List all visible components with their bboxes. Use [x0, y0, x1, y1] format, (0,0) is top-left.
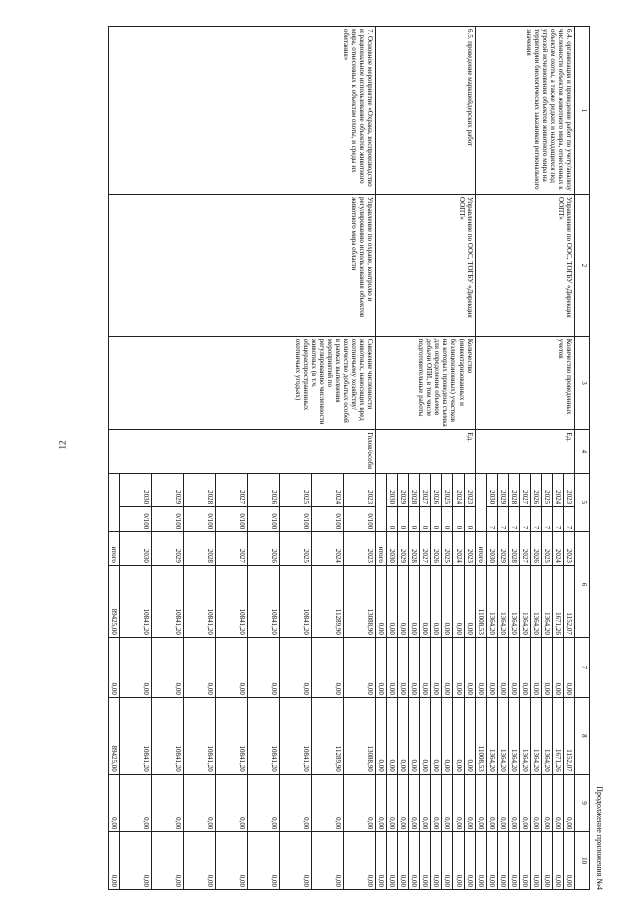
unit-of-measure: Ед.	[475, 430, 574, 473]
federal-budget: 0,00	[184, 637, 216, 697]
header-cell: 1	[575, 27, 590, 195]
header-cell: 4	[575, 430, 590, 473]
finance-total: 0,00	[387, 565, 398, 637]
finance-total: 1671,26	[552, 565, 563, 637]
indicator-year: 2029	[152, 473, 184, 507]
total-label: итого	[109, 532, 120, 566]
total-spacer	[109, 473, 120, 532]
header-cell: 7	[575, 637, 590, 697]
regional-budget: 10841,20	[152, 697, 184, 774]
table-row	[344, 27, 376, 890]
unit-of-measure: Ед.	[376, 430, 475, 473]
header-cell: 8	[575, 697, 590, 774]
other-sources: 0,00	[464, 832, 475, 890]
local-budget: 0,00	[486, 774, 497, 832]
local-budget: 0,00	[541, 774, 552, 832]
federal-budget: 0,00	[398, 637, 409, 697]
total-regional: 11008,53	[475, 697, 486, 774]
finance-total: 1364,20	[508, 565, 519, 637]
indicator-value: 7	[497, 507, 508, 532]
indicator-value: 0	[464, 507, 475, 532]
other-sources: 0,00	[563, 832, 574, 890]
regional-budget: 1364,20	[508, 697, 519, 774]
indicator-value: 0	[431, 507, 442, 532]
local-budget: 0,00	[248, 774, 280, 832]
finance-year: 2026	[530, 532, 541, 566]
indicator-value: 0/100	[312, 507, 344, 532]
regional-budget: 1364,20	[486, 697, 497, 774]
total-sum: 0,00	[376, 565, 387, 637]
federal-budget: 0,00	[552, 637, 563, 697]
indicator-value: 0/100	[152, 507, 184, 532]
finance-total: 0,00	[442, 565, 453, 637]
finance-year: 2025	[280, 532, 312, 566]
regional-budget: 0,00	[387, 697, 398, 774]
finance-year: 2025	[442, 532, 453, 566]
other-sources: 0,00	[530, 832, 541, 890]
finance-total: 10841,20	[216, 565, 248, 637]
local-budget: 0,00	[387, 774, 398, 832]
finance-year: 2029	[398, 532, 409, 566]
indicator-year: 2027	[420, 473, 431, 507]
indicator-year: 2023	[464, 473, 475, 507]
table-body	[109, 27, 575, 890]
finance-year: 2023	[464, 532, 475, 566]
measure-name: 7. Основное мероприятие «Охрана, воспроизводство и рациональное использование объектов животного мира, отнесенных к объектам охоты, и среды их обитания»	[109, 27, 376, 195]
other-sources: 0,00	[420, 832, 431, 890]
table-row	[464, 27, 475, 890]
federal-budget: 0,00	[442, 637, 453, 697]
finance-year: 2026	[431, 532, 442, 566]
local-budget: 0,00	[152, 774, 184, 832]
other-sources: 0,00	[497, 832, 508, 890]
finance-total: 1364,20	[486, 565, 497, 637]
local-budget: 0,00	[120, 774, 152, 832]
federal-budget: 0,00	[541, 637, 552, 697]
header-cell: 2	[575, 195, 590, 337]
finance-total: 0,00	[398, 565, 409, 637]
regional-budget: 0,00	[431, 697, 442, 774]
local-budget: 0,00	[530, 774, 541, 832]
indicator-year: 2023	[563, 473, 574, 507]
local-budget: 0,00	[216, 774, 248, 832]
federal-budget: 0,00	[497, 637, 508, 697]
regional-budget: 0,00	[420, 697, 431, 774]
header-row	[575, 27, 590, 890]
finance-year: 2030	[387, 532, 398, 566]
finance-total: 0,00	[431, 565, 442, 637]
local-budget: 0,00	[280, 774, 312, 832]
indicator-year: 2028	[409, 473, 420, 507]
responsible-executor: Управление по ООС, ТОГБУ «Дирекция ООПТ»	[475, 195, 574, 337]
finance-year: 2028	[184, 532, 216, 566]
finance-total: 10841,20	[280, 565, 312, 637]
local-budget: 0,00	[552, 774, 563, 832]
other-sources: 0,00	[552, 832, 563, 890]
total-local: 0,00	[109, 774, 120, 832]
indicator-year: 2023	[344, 473, 376, 507]
indicator-year: 2026	[248, 473, 280, 507]
other-sources: 0,00	[248, 832, 280, 890]
other-sources: 0,00	[508, 832, 519, 890]
federal-budget: 0,00	[409, 637, 420, 697]
federal-budget: 0,00	[387, 637, 398, 697]
local-budget: 0,00	[464, 774, 475, 832]
federal-budget: 0,00	[420, 637, 431, 697]
regional-budget: 0,00	[409, 697, 420, 774]
federal-budget: 0,00	[464, 637, 475, 697]
local-budget: 0,00	[453, 774, 464, 832]
finance-year: 2024	[453, 532, 464, 566]
federal-budget: 0,00	[344, 637, 376, 697]
regional-budget: 0,00	[464, 697, 475, 774]
page-number: 12	[57, 440, 68, 450]
indicator-year: 2025	[541, 473, 552, 507]
indicator-value: 0/100	[184, 507, 216, 532]
finance-year: 2024	[312, 532, 344, 566]
indicator-year: 2026	[530, 473, 541, 507]
finance-total: 1364,20	[530, 565, 541, 637]
regional-budget: 11289,90	[312, 697, 344, 774]
indicator-year: 2024	[453, 473, 464, 507]
finance-total: 0,00	[420, 565, 431, 637]
regional-budget: 10841,20	[216, 697, 248, 774]
local-budget: 0,00	[508, 774, 519, 832]
other-sources: 0,00	[541, 832, 552, 890]
indicator-year: 2030	[387, 473, 398, 507]
indicator-year: 2030	[120, 473, 152, 507]
unit-of-measure: Голов/особи	[109, 430, 376, 473]
indicator-year: 2025	[442, 473, 453, 507]
regional-budget: 0,00	[442, 697, 453, 774]
other-sources: 0,00	[453, 832, 464, 890]
finance-total: 1364,20	[497, 565, 508, 637]
finance-total: 1152,07	[563, 565, 574, 637]
indicator-year: 2029	[398, 473, 409, 507]
finance-total: 10841,20	[120, 565, 152, 637]
regional-budget: 1364,20	[530, 697, 541, 774]
regional-budget: 10841,20	[248, 697, 280, 774]
federal-budget: 0,00	[486, 637, 497, 697]
finance-total: 0,00	[453, 565, 464, 637]
finance-year: 2025	[541, 532, 552, 566]
total-local: 0,00	[475, 774, 486, 832]
indicator-name: Количество (инвентаризованных и безлицензионных) участков на которых проведена съемка для определения объемов добычи ОПИ, в том числе подготовительные работы	[376, 336, 475, 430]
finance-total: 10841,20	[184, 565, 216, 637]
regional-budget: 10841,20	[280, 697, 312, 774]
measure-name: 6.4. организация и проведение работ по учету/анализу численности объектов животного мира, отнесенных к объектам охоты, а также редких и находящихся под угрозой исчезновения объектов животного мира на территории биологических заказников регионального значения	[475, 27, 574, 195]
regional-budget: 10841,20	[120, 697, 152, 774]
finance-year: 2028	[409, 532, 420, 566]
indicator-value: 0	[442, 507, 453, 532]
regional-budget: 0,00	[453, 697, 464, 774]
indicator-year: 2024	[552, 473, 563, 507]
other-sources: 0,00	[312, 832, 344, 890]
indicator-value: 0	[409, 507, 420, 532]
finance-year: 2026	[248, 532, 280, 566]
indicator-value: 7	[486, 507, 497, 532]
indicator-year: 2024	[312, 473, 344, 507]
finance-total: 0,00	[464, 565, 475, 637]
indicator-value: 7	[563, 507, 574, 532]
indicator-year: 2027	[216, 473, 248, 507]
finance-year: 2024	[552, 532, 563, 566]
total-regional: 89425,00	[109, 697, 120, 774]
federal-budget: 0,00	[152, 637, 184, 697]
federal-budget: 0,00	[120, 637, 152, 697]
indicator-year: 2026	[431, 473, 442, 507]
indicator-value: 7	[530, 507, 541, 532]
other-sources: 0,00	[431, 832, 442, 890]
regional-budget: 13088,90	[344, 697, 376, 774]
finance-total: 11289,90	[312, 565, 344, 637]
indicator-value: 0	[420, 507, 431, 532]
regional-budget: 1364,20	[519, 697, 530, 774]
indicator-year: 2025	[280, 473, 312, 507]
total-regional: 0,00	[376, 697, 387, 774]
other-sources: 0,00	[184, 832, 216, 890]
other-sources: 0,00	[398, 832, 409, 890]
other-sources: 0,00	[152, 832, 184, 890]
finance-year: 2029	[152, 532, 184, 566]
other-sources: 0,00	[442, 832, 453, 890]
other-sources: 0,00	[344, 832, 376, 890]
finance-total: 1364,20	[519, 565, 530, 637]
local-budget: 0,00	[409, 774, 420, 832]
total-federal: 0,00	[109, 637, 120, 697]
finance-year: 2023	[563, 532, 574, 566]
measure-name: 6.5. проведение маркшейдерских работ	[376, 27, 475, 195]
federal-budget: 0,00	[563, 637, 574, 697]
local-budget: 0,00	[563, 774, 574, 832]
responsible-executor: Управление по охране, контролю и регулированию использования объектов животного мира области	[109, 195, 376, 337]
regional-budget: 10841,20	[184, 697, 216, 774]
indicator-year: 2029	[497, 473, 508, 507]
federal-budget: 0,00	[508, 637, 519, 697]
indicator-value: 0/100	[280, 507, 312, 532]
indicator-value: 0	[453, 507, 464, 532]
total-label: итого	[376, 532, 387, 566]
indicator-year: 2028	[184, 473, 216, 507]
indicator-value: 7	[541, 507, 552, 532]
finance-total: 10841,20	[248, 565, 280, 637]
other-sources: 0,00	[387, 832, 398, 890]
total-other: 0,00	[475, 832, 486, 890]
local-budget: 0,00	[431, 774, 442, 832]
total-sum: 89425,00	[109, 565, 120, 637]
finance-year: 2029	[497, 532, 508, 566]
total-federal: 0,00	[376, 637, 387, 697]
finance-year: 2030	[486, 532, 497, 566]
finance-year: 2030	[120, 532, 152, 566]
federal-budget: 0,00	[530, 637, 541, 697]
indicator-value: 0/100	[344, 507, 376, 532]
indicator-year: 2028	[508, 473, 519, 507]
finance-year: 2028	[508, 532, 519, 566]
local-budget: 0,00	[398, 774, 409, 832]
total-other: 0,00	[376, 832, 387, 890]
federal-budget: 0,00	[248, 637, 280, 697]
federal-budget: 0,00	[519, 637, 530, 697]
table-row	[563, 27, 574, 890]
other-sources: 0,00	[280, 832, 312, 890]
indicator-name: Снижение численности животных, наносящих вред охотничьему хозяйству/количество добытых особей в рамках выполнения мероприятий по регулированию численности животных (в т.ч. общераспространенных охотничьих угодьях)	[109, 336, 376, 430]
header-cell: 6	[575, 532, 590, 638]
indicator-year: 2030	[486, 473, 497, 507]
indicator-year: 2027	[519, 473, 530, 507]
finance-total: 0,00	[409, 565, 420, 637]
indicator-name: Количество проведенных учетов	[475, 336, 574, 430]
continuation-note: Продолжение приложения №4	[595, 786, 604, 890]
header-cell: 10	[575, 832, 590, 890]
local-budget: 0,00	[497, 774, 508, 832]
total-local: 0,00	[376, 774, 387, 832]
indicator-value: 0	[398, 507, 409, 532]
other-sources: 0,00	[120, 832, 152, 890]
local-budget: 0,00	[312, 774, 344, 832]
finance-total: 1364,20	[541, 565, 552, 637]
indicator-value: 0/100	[120, 507, 152, 532]
finance-year: 2027	[519, 532, 530, 566]
header-cell: 3	[575, 336, 590, 430]
total-label: итого	[475, 532, 486, 566]
federal-budget: 0,00	[216, 637, 248, 697]
indicator-value: 7	[519, 507, 530, 532]
local-budget: 0,00	[184, 774, 216, 832]
total-spacer	[475, 473, 486, 532]
header-cell: 9	[575, 774, 590, 832]
header-cell: 5	[575, 473, 590, 532]
finance-year: 2023	[344, 532, 376, 566]
local-budget: 0,00	[519, 774, 530, 832]
regional-budget: 1152,07	[563, 697, 574, 774]
indicator-value: 0/100	[216, 507, 248, 532]
federal-budget: 0,00	[453, 637, 464, 697]
total-federal: 0,00	[475, 637, 486, 697]
finance-year: 2027	[216, 532, 248, 566]
local-budget: 0,00	[420, 774, 431, 832]
indicator-value: 0	[387, 507, 398, 532]
federal-budget: 0,00	[280, 637, 312, 697]
other-sources: 0,00	[519, 832, 530, 890]
regional-budget: 1364,20	[497, 697, 508, 774]
other-sources: 0,00	[216, 832, 248, 890]
indicator-value: 7	[552, 507, 563, 532]
total-sum: 11008,53	[475, 565, 486, 637]
regional-budget: 0,00	[398, 697, 409, 774]
federal-budget: 0,00	[431, 637, 442, 697]
indicator-value: 0/100	[248, 507, 280, 532]
federal-budget: 0,00	[312, 637, 344, 697]
finance-total: 13088,90	[344, 565, 376, 637]
indicator-value: 7	[508, 507, 519, 532]
other-sources: 0,00	[486, 832, 497, 890]
rotated-page	[88, 18, 608, 898]
local-budget: 0,00	[344, 774, 376, 832]
finance-year: 2027	[420, 532, 431, 566]
total-other: 0,00	[109, 832, 120, 890]
finance-total: 10841,20	[152, 565, 184, 637]
appendix-table	[108, 26, 590, 890]
regional-budget: 1671,26	[552, 697, 563, 774]
responsible-executor: Управление по ООС, ТОГБУ «Дирекция ООПТ»	[376, 195, 475, 337]
other-sources: 0,00	[409, 832, 420, 890]
total-spacer	[376, 473, 387, 532]
local-budget: 0,00	[442, 774, 453, 832]
regional-budget: 1364,20	[541, 697, 552, 774]
